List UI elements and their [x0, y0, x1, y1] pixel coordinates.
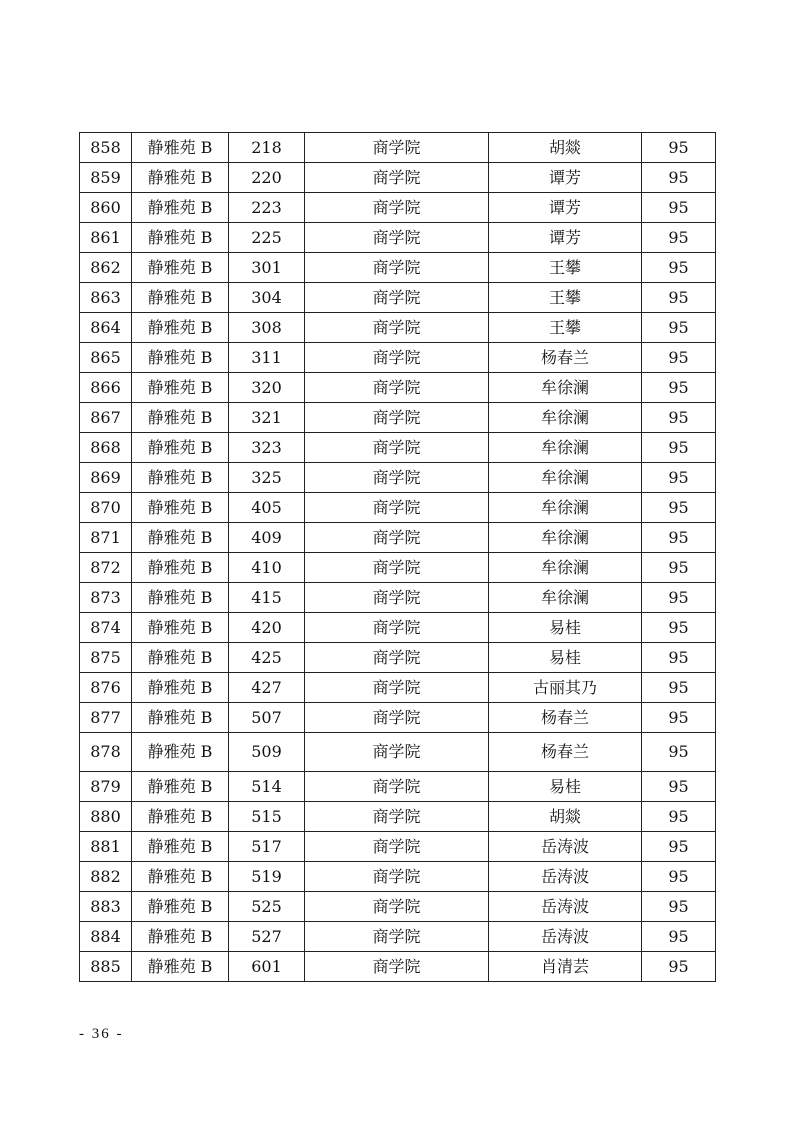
- row-index-cell: 879: [80, 772, 132, 802]
- room-cell: 410: [229, 553, 305, 583]
- score-cell: 95: [642, 283, 716, 313]
- score-cell: 95: [642, 772, 716, 802]
- room-cell: 409: [229, 523, 305, 553]
- table-row: [80, 403, 716, 433]
- table-row: [80, 892, 716, 922]
- building-cell: 静雅苑 B: [132, 523, 229, 553]
- college-cell: 商学院: [305, 283, 489, 313]
- score-cell: 95: [642, 703, 716, 733]
- college-cell: 商学院: [305, 772, 489, 802]
- room-cell: 308: [229, 313, 305, 343]
- building-cell: 静雅苑 B: [132, 433, 229, 463]
- person-cell: 牟徐澜: [489, 373, 642, 403]
- person-cell: 古丽其乃: [489, 673, 642, 703]
- score-cell: 95: [642, 802, 716, 832]
- person-cell: 胡燚: [489, 802, 642, 832]
- person-cell: 牟徐澜: [489, 553, 642, 583]
- score-cell: 95: [642, 613, 716, 643]
- college-cell: 商学院: [305, 703, 489, 733]
- score-cell: 95: [642, 673, 716, 703]
- row-index-cell: 860: [80, 193, 132, 223]
- row-index-cell: 885: [80, 952, 132, 982]
- table-row: [80, 493, 716, 523]
- table-row: [80, 643, 716, 673]
- table-row: [80, 373, 716, 403]
- person-cell: 易桂: [489, 772, 642, 802]
- row-index-cell: 882: [80, 862, 132, 892]
- building-cell: 静雅苑 B: [132, 283, 229, 313]
- person-cell: 易桂: [489, 643, 642, 673]
- page-number: - 36 -: [79, 1026, 124, 1042]
- row-index-cell: 872: [80, 553, 132, 583]
- score-cell: 95: [642, 193, 716, 223]
- college-cell: 商学院: [305, 163, 489, 193]
- person-cell: 肖清芸: [489, 952, 642, 982]
- table-row: [80, 952, 716, 982]
- college-cell: 商学院: [305, 643, 489, 673]
- person-cell: 岳涛波: [489, 862, 642, 892]
- table-row: [80, 523, 716, 553]
- table-row: [80, 673, 716, 703]
- score-cell: 95: [642, 403, 716, 433]
- table-row: [80, 343, 716, 373]
- score-cell: 95: [642, 862, 716, 892]
- building-cell: 静雅苑 B: [132, 193, 229, 223]
- person-cell: 杨春兰: [489, 343, 642, 373]
- room-cell: 519: [229, 862, 305, 892]
- college-cell: 商学院: [305, 343, 489, 373]
- room-cell: 427: [229, 673, 305, 703]
- college-cell: 商学院: [305, 892, 489, 922]
- room-cell: 515: [229, 802, 305, 832]
- row-index-cell: 871: [80, 523, 132, 553]
- building-cell: 静雅苑 B: [132, 772, 229, 802]
- score-cell: 95: [642, 583, 716, 613]
- person-cell: 杨春兰: [489, 733, 642, 772]
- person-cell: 牟徐澜: [489, 463, 642, 493]
- room-cell: 321: [229, 403, 305, 433]
- college-cell: 商学院: [305, 583, 489, 613]
- building-cell: 静雅苑 B: [132, 373, 229, 403]
- person-cell: 牟徐澜: [489, 523, 642, 553]
- room-cell: 223: [229, 193, 305, 223]
- score-cell: 95: [642, 493, 716, 523]
- table-row: [80, 613, 716, 643]
- building-cell: 静雅苑 B: [132, 163, 229, 193]
- building-cell: 静雅苑 B: [132, 952, 229, 982]
- table-row: [80, 463, 716, 493]
- building-cell: 静雅苑 B: [132, 802, 229, 832]
- score-cell: 95: [642, 313, 716, 343]
- building-cell: 静雅苑 B: [132, 832, 229, 862]
- score-cell: 95: [642, 133, 716, 163]
- building-cell: 静雅苑 B: [132, 643, 229, 673]
- college-cell: 商学院: [305, 673, 489, 703]
- row-index-cell: 866: [80, 373, 132, 403]
- room-cell: 320: [229, 373, 305, 403]
- person-cell: 王攀: [489, 283, 642, 313]
- score-cell: 95: [642, 952, 716, 982]
- college-cell: 商学院: [305, 832, 489, 862]
- person-cell: 谭芳: [489, 193, 642, 223]
- building-cell: 静雅苑 B: [132, 343, 229, 373]
- college-cell: 商学院: [305, 922, 489, 952]
- college-cell: 商学院: [305, 613, 489, 643]
- row-index-cell: 867: [80, 403, 132, 433]
- score-cell: 95: [642, 733, 716, 772]
- table-row: [80, 703, 716, 733]
- table-row: [80, 163, 716, 193]
- college-cell: 商学院: [305, 862, 489, 892]
- score-cell: 95: [642, 922, 716, 952]
- table-row: [80, 133, 716, 163]
- college-cell: 商学院: [305, 373, 489, 403]
- row-index-cell: 858: [80, 133, 132, 163]
- person-cell: 易桂: [489, 613, 642, 643]
- dorm-score-table: [79, 132, 716, 982]
- table-row: [80, 802, 716, 832]
- room-cell: 507: [229, 703, 305, 733]
- building-cell: 静雅苑 B: [132, 313, 229, 343]
- score-cell: 95: [642, 463, 716, 493]
- college-cell: 商学院: [305, 553, 489, 583]
- person-cell: 岳涛波: [489, 922, 642, 952]
- college-cell: 商学院: [305, 493, 489, 523]
- building-cell: 静雅苑 B: [132, 862, 229, 892]
- building-cell: 静雅苑 B: [132, 673, 229, 703]
- row-index-cell: 877: [80, 703, 132, 733]
- table-row: [80, 922, 716, 952]
- college-cell: 商学院: [305, 802, 489, 832]
- person-cell: 岳涛波: [489, 832, 642, 862]
- room-cell: 304: [229, 283, 305, 313]
- row-index-cell: 870: [80, 493, 132, 523]
- person-cell: 谭芳: [489, 223, 642, 253]
- room-cell: 514: [229, 772, 305, 802]
- row-index-cell: 859: [80, 163, 132, 193]
- room-cell: 415: [229, 583, 305, 613]
- building-cell: 静雅苑 B: [132, 253, 229, 283]
- table-row: [80, 253, 716, 283]
- table-row: [80, 313, 716, 343]
- room-cell: 517: [229, 832, 305, 862]
- row-index-cell: 861: [80, 223, 132, 253]
- score-cell: 95: [642, 253, 716, 283]
- college-cell: 商学院: [305, 133, 489, 163]
- table-row: [80, 283, 716, 313]
- college-cell: 商学院: [305, 223, 489, 253]
- college-cell: 商学院: [305, 733, 489, 772]
- person-cell: 杨春兰: [489, 703, 642, 733]
- row-index-cell: 868: [80, 433, 132, 463]
- college-cell: 商学院: [305, 433, 489, 463]
- person-cell: 王攀: [489, 313, 642, 343]
- row-index-cell: 865: [80, 343, 132, 373]
- person-cell: 王攀: [489, 253, 642, 283]
- score-cell: 95: [642, 523, 716, 553]
- room-cell: 420: [229, 613, 305, 643]
- score-cell: 95: [642, 553, 716, 583]
- room-cell: 325: [229, 463, 305, 493]
- row-index-cell: 878: [80, 733, 132, 772]
- row-index-cell: 869: [80, 463, 132, 493]
- table-row: [80, 772, 716, 802]
- score-cell: 95: [642, 643, 716, 673]
- table-row: [80, 733, 716, 772]
- building-cell: 静雅苑 B: [132, 223, 229, 253]
- row-index-cell: 880: [80, 802, 132, 832]
- person-cell: 牟徐澜: [489, 403, 642, 433]
- college-cell: 商学院: [305, 253, 489, 283]
- person-cell: 牟徐澜: [489, 493, 642, 523]
- room-cell: 525: [229, 892, 305, 922]
- score-cell: 95: [642, 373, 716, 403]
- building-cell: 静雅苑 B: [132, 463, 229, 493]
- room-cell: 301: [229, 253, 305, 283]
- row-index-cell: 874: [80, 613, 132, 643]
- building-cell: 静雅苑 B: [132, 133, 229, 163]
- row-index-cell: 863: [80, 283, 132, 313]
- room-cell: 323: [229, 433, 305, 463]
- room-cell: 601: [229, 952, 305, 982]
- building-cell: 静雅苑 B: [132, 553, 229, 583]
- score-cell: 95: [642, 832, 716, 862]
- table-row: [80, 223, 716, 253]
- row-index-cell: 884: [80, 922, 132, 952]
- building-cell: 静雅苑 B: [132, 403, 229, 433]
- room-cell: 218: [229, 133, 305, 163]
- building-cell: 静雅苑 B: [132, 922, 229, 952]
- row-index-cell: 862: [80, 253, 132, 283]
- building-cell: 静雅苑 B: [132, 892, 229, 922]
- table-row: [80, 832, 716, 862]
- person-cell: 牟徐澜: [489, 583, 642, 613]
- table-row: [80, 193, 716, 223]
- table-body: [80, 133, 716, 982]
- table-row: [80, 553, 716, 583]
- building-cell: 静雅苑 B: [132, 493, 229, 523]
- person-cell: 牟徐澜: [489, 433, 642, 463]
- row-index-cell: 881: [80, 832, 132, 862]
- row-index-cell: 875: [80, 643, 132, 673]
- row-index-cell: 873: [80, 583, 132, 613]
- college-cell: 商学院: [305, 952, 489, 982]
- college-cell: 商学院: [305, 193, 489, 223]
- room-cell: 527: [229, 922, 305, 952]
- row-index-cell: 864: [80, 313, 132, 343]
- row-index-cell: 883: [80, 892, 132, 922]
- building-cell: 静雅苑 B: [132, 703, 229, 733]
- building-cell: 静雅苑 B: [132, 733, 229, 772]
- score-cell: 95: [642, 433, 716, 463]
- table-row: [80, 583, 716, 613]
- room-cell: 220: [229, 163, 305, 193]
- person-cell: 谭芳: [489, 163, 642, 193]
- score-cell: 95: [642, 223, 716, 253]
- room-cell: 311: [229, 343, 305, 373]
- table-row: [80, 862, 716, 892]
- row-index-cell: 876: [80, 673, 132, 703]
- room-cell: 405: [229, 493, 305, 523]
- room-cell: 425: [229, 643, 305, 673]
- person-cell: 岳涛波: [489, 892, 642, 922]
- score-cell: 95: [642, 163, 716, 193]
- score-cell: 95: [642, 892, 716, 922]
- person-cell: 胡燚: [489, 133, 642, 163]
- room-cell: 509: [229, 733, 305, 772]
- college-cell: 商学院: [305, 403, 489, 433]
- score-cell: 95: [642, 343, 716, 373]
- table-row: [80, 433, 716, 463]
- college-cell: 商学院: [305, 523, 489, 553]
- building-cell: 静雅苑 B: [132, 613, 229, 643]
- college-cell: 商学院: [305, 463, 489, 493]
- building-cell: 静雅苑 B: [132, 583, 229, 613]
- college-cell: 商学院: [305, 313, 489, 343]
- room-cell: 225: [229, 223, 305, 253]
